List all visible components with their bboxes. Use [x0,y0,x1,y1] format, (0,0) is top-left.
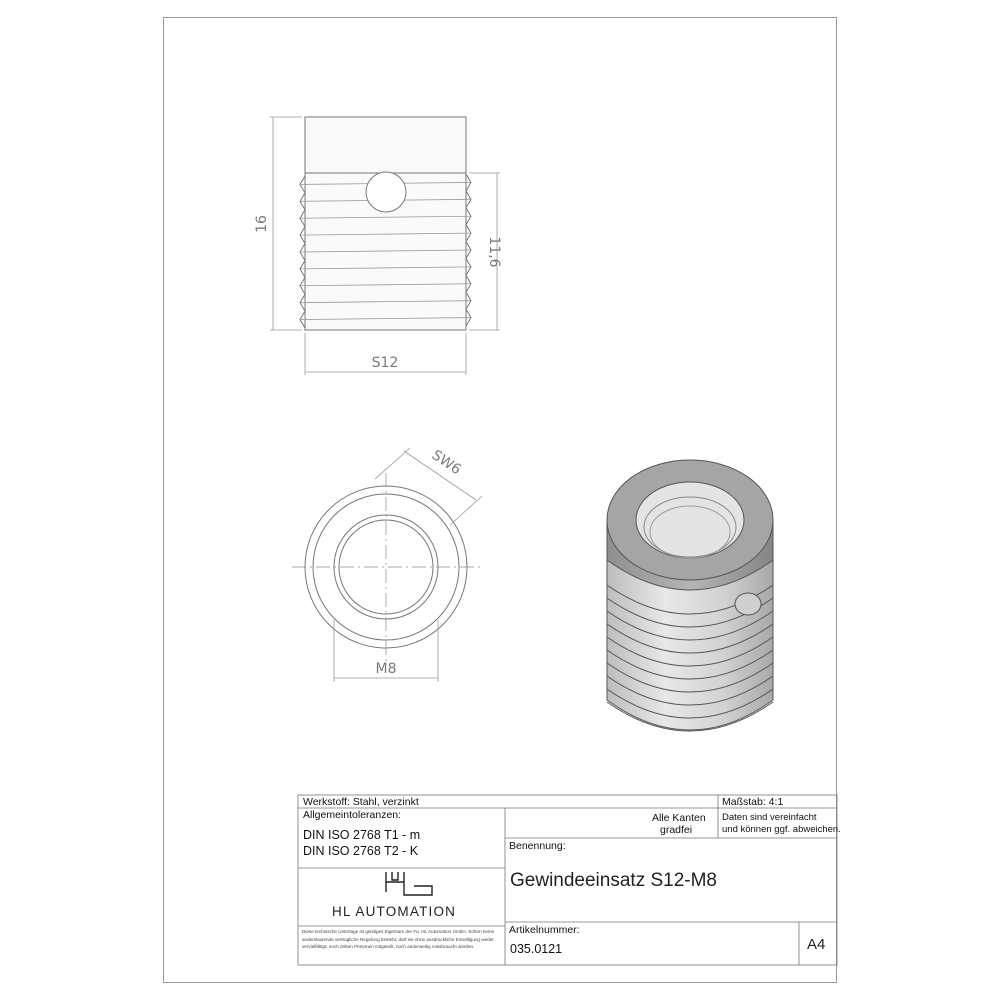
article-number: 035.0121 [510,942,563,956]
tolerance-1: DIN ISO 2768 T1 - m [303,828,421,842]
sheet-size: A4 [807,936,826,953]
data-note-1: Daten sind vereinfacht [722,812,817,823]
dim-height-thread: 11,6 [486,236,502,268]
cross-hole-circle [366,172,406,212]
front-view [270,117,500,375]
dim-height-total: 16 [254,215,270,233]
dim-hex-socket: SW6 [428,447,464,479]
scale-label: Maßstab: 4:1 [722,796,784,808]
tolerances-label: Allgemeintoleranzen: [303,809,402,821]
data-note-2: und können ggf. abweichen. [722,824,841,835]
iso-bore [636,482,744,558]
title-block [298,795,841,965]
dim-outer-thread: S12 [371,355,399,371]
article-label: Artikelnummer: [509,924,580,936]
designation-value: Gewindeeinsatz S12-M8 [510,870,717,891]
isometric-view [607,460,773,731]
material-label: Werkstoff: Stahl, verzinkt [303,796,419,808]
copyright-notice: Diese technische Unterlage ist geistiges Eigentum der Fa. HL Automation GmbH. Sofern keine anderslautende vertragliche Regelung besteht, darf sie ohne ausdrückliche Einwilligung weder vervielfältigt, noch dritten Personen mitgeteilt, noch anderweitig missbraucht werden. [302,929,495,949]
tolerance-2: DIN ISO 2768 T2 - K [303,844,419,858]
top-view [292,448,482,682]
edges-note-1: Alle Kanten [652,812,706,824]
collar-outline [305,117,466,173]
company-name: HL AUTOMATION [332,904,457,919]
dim-inner-thread: M8 [375,661,397,677]
iso-cross-hole [735,593,761,615]
designation-label: Benennung: [509,840,566,852]
edges-note-2: gradfei [660,824,693,836]
